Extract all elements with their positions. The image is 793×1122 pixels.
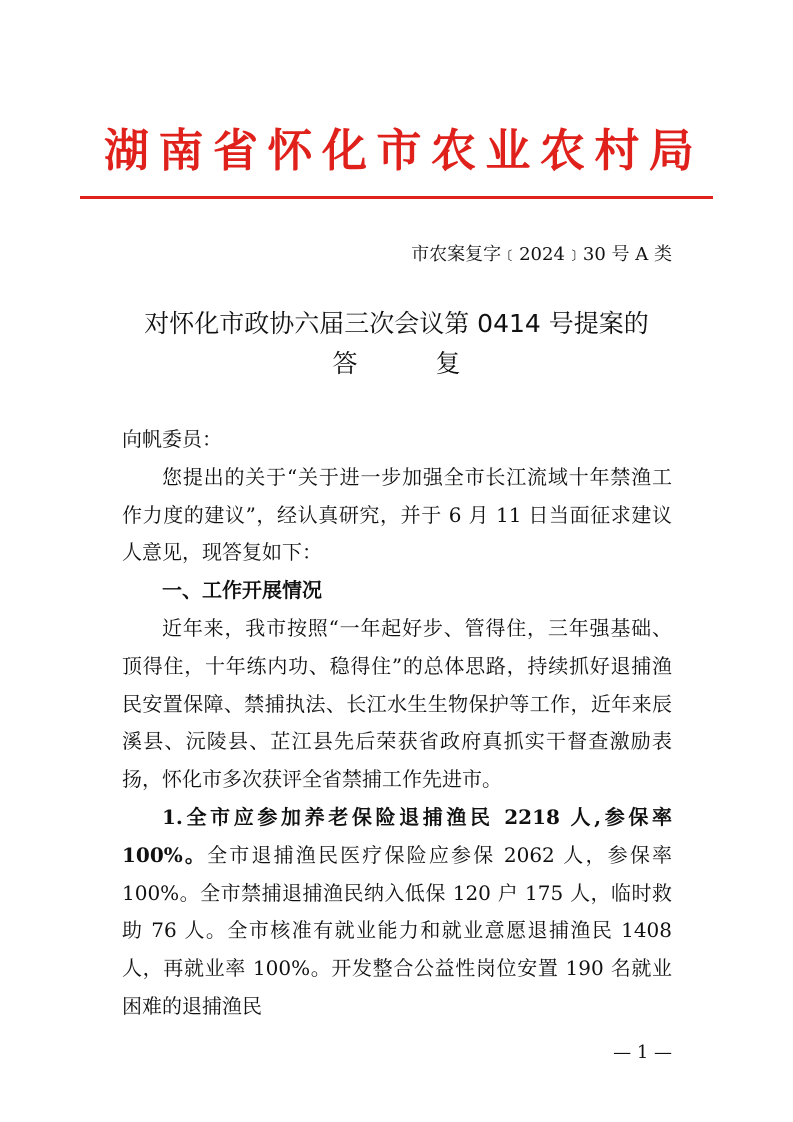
document-body	[122, 421, 672, 1026]
header-char: 市	[376, 123, 422, 177]
header-char: 局	[648, 123, 694, 177]
header-char: 村	[594, 123, 640, 177]
title-line-1: 对怀化市政协六届三次会议第 0414 号提案的	[144, 309, 649, 338]
header-char: 农	[430, 123, 476, 177]
header-char: 怀	[267, 123, 313, 177]
point-paragraph	[122, 799, 672, 1026]
intro-paragraph: 您提出的关于“关于进一步加强全市长江流域十年禁渔工作力度的建议”，经认真研究，并于 6 月 11 日当面征求建议人意见，现答复如下：	[122, 464, 672, 565]
header-char: 化	[321, 123, 367, 177]
header-char: 南	[158, 123, 204, 177]
section-heading: 一、工作开展情况	[162, 578, 322, 603]
header-divider	[80, 196, 713, 199]
header-char: 省	[212, 123, 258, 177]
document-title	[100, 304, 693, 384]
title-line-2: 答复	[332, 349, 539, 378]
header-char: 农	[539, 123, 585, 177]
header-char: 业	[485, 123, 531, 177]
header-char: 湖	[104, 123, 150, 177]
point-lead: 1.全市应参加养老保险退捕渔民 2218 人,参保率 100%。	[122, 804, 672, 867]
section-paragraph: 近年来，我市按照“一年起好步、管得住，三年强基础、顶得住，十年练内功、稳得住”的总体思路，持续抓好退捕渔民安置保障、禁捕执法、长江水生生物保护等工作，近年来辰溪县、沅陵县、芷江县先后荣获省政府真抓实干督查激励表扬，怀化市多次获评全省禁捕工作先进市。	[122, 615, 672, 792]
issuer-header	[104, 108, 694, 184]
point-text: 全市退捕渔民医疗保险应参保 2062 人，参保率 100%。全市禁捕退捕渔民纳入低保 120 户 175 人，临时救助 76 人。全市核准有就业能力和就业意愿退捕渔民 1408 人，再就业率 100%。开发整合公益性岗位安置 190 名就业困难的退捕渔民	[122, 842, 672, 1018]
document-number: 市农案复字﹝2024﹞30 号 A 类	[411, 244, 672, 265]
page-number: — 1 —	[613, 1042, 672, 1063]
salutation: 向帆委员：	[122, 427, 222, 451]
